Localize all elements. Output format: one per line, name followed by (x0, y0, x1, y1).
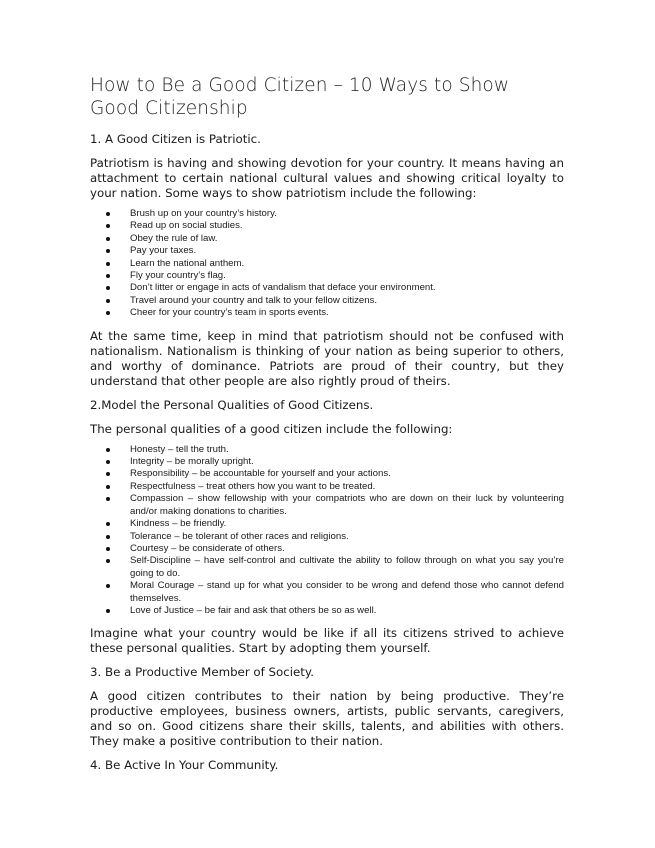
section-3-body: A good citizen contributes to their nation by being productive. They’re productive employees, business owners, artists, public servants, caregivers, and so on. Good citizens share their skills, talents, and abilities with others. They make a positive contribution to their nation. (90, 689, 564, 749)
patriotism-list (90, 208, 564, 320)
section-1-outro: At the same time, keep in mind that patriotism should not be confused with nationalism. Nationalism is thinking of your nation as being superior to others, and worthy of dominance. Patriots are proud of their country, but they understand that other people are also rightly proud of theirs. (90, 328, 564, 388)
list-item: Don’t litter or engage in acts of vandalism that deface your environment. (130, 282, 564, 294)
section-2-heading: 2.Model the Personal Qualities of Good Citizens. (90, 397, 374, 412)
section-3-heading: 3. Be a Productive Member of Society. (90, 665, 314, 680)
list-item: Integrity – be morally upright. (130, 456, 564, 468)
list-item: Responsibility – be accountable for yourself and your actions. (130, 468, 564, 480)
list-item: Respectfulness – treat others how you want to be treated. (130, 481, 564, 493)
list-item: Moral Courage – stand up for what you consider to be wrong and defend those who cannot defend themselves. (130, 580, 564, 604)
list-item: Pay your taxes. (130, 245, 564, 257)
list-item: Love of Justice – be fair and ask that others be so as well. (130, 605, 564, 617)
list-item: Brush up on your country’s history. (130, 208, 564, 220)
list-item: Honesty – tell the truth. (130, 444, 564, 456)
list-item: Obey the rule of law. (130, 233, 564, 245)
list-item: Compassion – show fellowship with your compatriots who are down on their luck by volunteering and/or making donations to charities. (130, 493, 564, 517)
list-item: Travel around your country and talk to your fellow citizens. (130, 295, 564, 307)
section-1-intro: Patriotism is having and showing devotion for your country. It means having an attachment to certain national cultural values and showing critical loyalty to your nation. Some ways to show patriotism include the following: (90, 156, 564, 200)
list-item: Cheer for your country’s team in sports events. (130, 307, 564, 319)
page-title: How to Be a Good Citizen – 10 Ways to Show Good Citizenship (90, 75, 510, 119)
list-item: Read up on social studies. (130, 220, 564, 232)
list-item: Learn the national anthem. (130, 258, 564, 270)
list-item: Tolerance – be tolerant of other races and religions. (130, 531, 564, 543)
section-2-outro: Imagine what your country would be like if all its citizens strived to achieve these personal qualities. Start by adopting them yourself. (90, 626, 564, 656)
personal-qualities-list (90, 444, 564, 618)
section-4-heading: 4. Be Active In Your Community. (90, 758, 279, 773)
document-page (90, 74, 564, 782)
list-item: Self-Discipline – have self-control and cultivate the ability to follow through on what you say you’re going to do. (130, 555, 564, 579)
section-2-intro: The personal qualities of a good citizen include the following: (90, 421, 453, 436)
list-item: Kindness – be friendly. (130, 518, 564, 530)
list-item: Courtesy – be considerate of others. (130, 543, 564, 555)
section-1-heading: 1. A Good Citizen is Patriotic. (90, 132, 261, 146)
list-item: Fly your country’s flag. (130, 270, 564, 282)
